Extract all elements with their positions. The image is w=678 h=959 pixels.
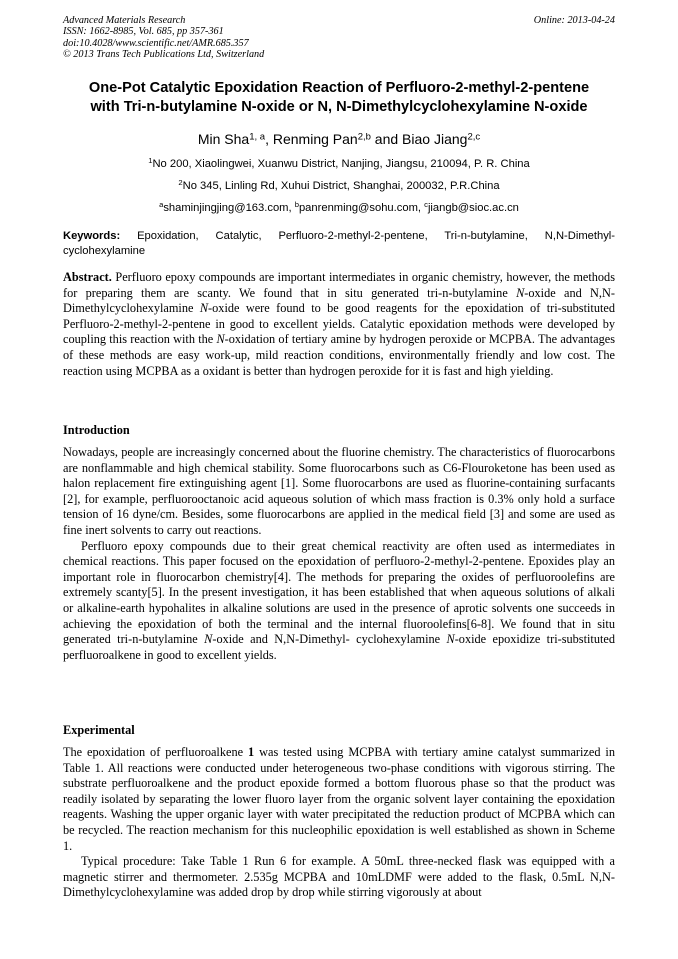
keywords-text: Epoxidation, Catalytic, Perfluoro-2-methyl-2-pentene, Tri-n-butylamine, N,N-Dimethyl-cyclohexylamine [63, 230, 615, 257]
keywords-label: Keywords: [63, 230, 121, 242]
paragraph-text: Perfluoro epoxy compounds due to their great chemical reactivity are often used as intermediates in chemical reactions. This paper focused on the epoxidation of perfluoro-2-methyl-2-pentene. Epoxides play an important role in fluorocarbon chemistry[4]. The methods for preparing the oxides of perfluoroolefins are extremely scanty[5]. In the present investigation, it has been established that when aqueous solutions of alkali or alkaline-earth hypohalites in alkaline solutions are used in the presence of aprotic solvents one succeeds in achieving the epoxidation of both the terminal and the internal fluoroolefins[6-8]. We found that in situ generated tri-n-butylamine [63, 538, 615, 647]
abstract-text: -oxide were found to be good reagents for the epoxidation of tri-substituted Perfluoro-2-methyl-2-pentene in good to excellent yields. Catalytic epoxidation methods were developed by coupling this reaction with the [63, 301, 615, 347]
experimental-paragraph-1 [63, 745, 615, 854]
section-heading-experimental: Experimental [63, 723, 135, 737]
affiliation-text: No 345, Linling Rd, Xuhui District, Shanghai, 200032, P.R.China [182, 180, 500, 192]
abstract-italic: N [516, 285, 525, 300]
keywords [63, 229, 615, 258]
author-name: , Renming Pan [265, 131, 358, 147]
experimental-body [63, 745, 615, 901]
author-name: and Biao Jiang [370, 131, 468, 147]
email-text: jiangb@sioc.ac.cn [427, 202, 519, 214]
abstract-italic: N [199, 301, 209, 316]
introduction-paragraph-2 [63, 539, 615, 664]
abstract-text: -oxidation of tertiary amine by hydrogen peroxide or MCPBA. The advantages of these methods are easy work-up, mild reaction conditions, environmentally friendly and low cost. The reaction using MCPBA as a oxidant is better than hydrogen peroxide for it is fast and high yielding. [63, 332, 615, 378]
author-superscript: 2,c [467, 131, 481, 143]
abstract-label: Abstract. [63, 270, 112, 284]
author-emails [0, 201, 678, 215]
email-superscript: b [294, 200, 299, 210]
affiliation-2 [0, 179, 678, 193]
paragraph-text: -oxide epoxidize tri-substituted perfluoroalkene in good to excellent yields. [63, 632, 615, 662]
introduction-paragraph-1: Nowadays, people are increasingly concerned about the fluorine chemistry. The characteristics of fluorocarbons are nonflammable and high chemical stability. Some fluorocarbons such as C6-Flouroketone has been used as halon replacement fire extinguishing agent [1]. Some fluorocarbons are used as fluorine-containing surfacants [2], for example, perfluorooctanoic acid aqueous solution of which mass fraction is 0.3% only hold a surface tension of 16 dyne/cm. Besides, some fluorocarbons are applied in the medical field [3] and some are used as fine inert solvents to carry out reactions. [63, 445, 615, 537]
email-text: shaminjingjing@163.com, [163, 202, 295, 214]
journal-name: Advanced Materials Research [63, 15, 186, 26]
affiliation-1 [0, 157, 678, 171]
copyright-line: © 2013 Trans Tech Publications Ltd, Switzerland [63, 48, 265, 60]
email-text: panrenming@sohu.com, [298, 202, 425, 214]
journal-header [63, 15, 264, 60]
introduction-body [63, 445, 615, 663]
paragraph-italic: N [446, 632, 455, 647]
compound-number: 1 [248, 745, 255, 759]
abstract-text: Perfluoro epoxy compounds are important intermediates in organic chemistry, however, the methods for preparing them are scanty. We found that in situ generated tri-n-butylamine [63, 270, 615, 300]
author-superscript: 1, a [249, 131, 266, 143]
email-superscript: c [424, 200, 428, 210]
author-name: Min Sha [197, 131, 250, 147]
author-superscript: 2,b [357, 131, 371, 143]
paragraph-text: -oxide and N,N-Dimethyl- cyclohexylamine [212, 632, 447, 647]
affiliation-text: No 200, Xiaolingwei, Xuanwu District, Nanjing, Jiangsu, 210094, P. R. China [152, 158, 530, 170]
abstract-italic: N [216, 332, 225, 347]
paragraph-text: The epoxidation of perfluoroalkene [63, 745, 249, 759]
affiliation-superscript: 1 [148, 156, 153, 166]
author-list [0, 130, 678, 148]
doi-line: doi:10.4028/www.scientific.net/AMR.685.357 [63, 37, 249, 49]
paragraph-italic: N [204, 632, 213, 647]
email-superscript: a [159, 200, 164, 210]
experimental-paragraph-2: Typical procedure: Take Table 1 Run 6 for example. A 50mL three-necked flask was equipped with a magnetic stirrer and thermometer. 2.535g MCPBA and 10mLDMF were added to the flask, 0.5mL N,N-Dimethylcyclohexylamine was added drop by drop while stirring vigorously at about [63, 854, 615, 900]
abstract-text: -oxide and N,N-Dimethylcyclohexylamine [63, 285, 615, 316]
abstract [63, 270, 615, 379]
title-line-1: One-Pot Catalytic Epoxidation Reaction of Perfluoro-2-methyl-2-pentene [88, 80, 590, 96]
paper-title [50, 79, 628, 117]
affiliation-superscript: 2 [178, 178, 183, 188]
section-heading-introduction: Introduction [63, 423, 130, 437]
title-line-2: with Tri-n-butylamine N-oxide or N, N-Dimethylcyclohexylamine N-oxide [90, 99, 588, 115]
paragraph-text: was tested using MCPBA with tertiary amine catalyst summarized in Table 1. All reactions were conducted under heterogeneous two-phase conditions with vigorous stirring. The substrate perfluoroalkene and the product epoxide formed a bottom fluorous phase so that the product was readily isolated by separating the lower fluoro layer from the organic solvent layer containing the epoxidation reagents. Washing the upper organic layer with water precipitated the reduction product of MCPBA which can be recycled. The reaction mechanism for this nucleophilic epoxidation is well established as shown in Scheme 1. [63, 745, 615, 853]
online-date: Online: 2013-04-24 [533, 15, 615, 26]
issn-line: ISSN: 1662-8985, Vol. 685, pp 357-361 [63, 26, 224, 38]
